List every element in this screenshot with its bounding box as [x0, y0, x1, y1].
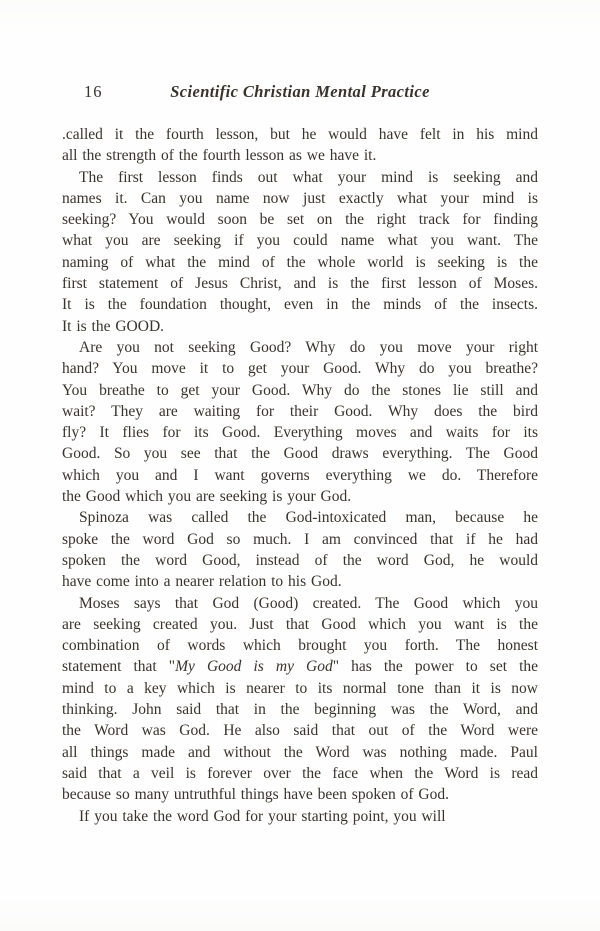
- italic-text: My Good is my God: [175, 658, 333, 676]
- text-line: [62, 635, 538, 656]
- body-text: which you and I want governs everything we do. Therefore: [62, 466, 538, 484]
- text-line: [62, 465, 538, 486]
- body-text: Good. So you see that the Good draws everything. The Good: [62, 445, 538, 463]
- text-line: [62, 230, 538, 251]
- body-text: If you take the word God for your starting point, you will: [79, 807, 446, 825]
- body-text: hand? You move it to get your Good. Why do you breathe?: [62, 360, 538, 378]
- paragraph: [62, 806, 538, 827]
- body-text: because so many untruthful things have been spoken of God.: [62, 786, 449, 804]
- text-line: [62, 124, 538, 145]
- body-text: spoke the word God so much. I am convinced that if he had: [62, 530, 538, 548]
- text-line: [62, 486, 538, 507]
- body-text: wait? They are waiting for their Good. Why does the bird: [62, 402, 538, 420]
- text-line: [62, 571, 538, 592]
- text-line: [62, 401, 538, 422]
- body-text: what you are seeking if you could name what you want. The: [62, 232, 538, 250]
- body-text: mind to a key which is nearer to its normal tone than it is now: [62, 679, 538, 697]
- text-line: [62, 550, 538, 571]
- text-line: [62, 507, 538, 528]
- body-text: Are you not seeking Good? Why do you move your right: [79, 338, 538, 356]
- body-text: " has the power to set the: [332, 658, 538, 676]
- body-text: It is the foundation thought, even in the minds of the insects.: [62, 296, 538, 314]
- text-line: [62, 763, 538, 784]
- text-line: [62, 145, 538, 166]
- body-text: the Good which you are seeking is your God.: [62, 488, 352, 506]
- body-text: the Word was God. He also said that out of the Word were: [62, 722, 538, 740]
- paragraph: [62, 167, 538, 337]
- body-text: You breathe to get your Good. Why do the stones lie still and: [62, 381, 538, 399]
- text-line: [62, 358, 538, 379]
- body-text: fly? It flies for its Good. Everything moves and waits for its: [62, 424, 538, 442]
- body-text: statement that ": [62, 658, 176, 676]
- text-line: [62, 252, 538, 273]
- text-line: [62, 316, 538, 337]
- body-text: first statement of Jesus Christ, and is the first lesson of Moses.: [62, 275, 538, 293]
- body-text: The first lesson finds out what your mind is seeking and: [79, 168, 538, 186]
- paragraph: [62, 507, 538, 592]
- paragraph: [62, 337, 538, 507]
- text-line: [62, 380, 538, 401]
- page-number: 16: [84, 82, 103, 101]
- text-line: [62, 209, 538, 230]
- text-line: [62, 337, 538, 358]
- body-text: Moses says that God (Good) created. The Good which you: [79, 594, 538, 612]
- text-line: [62, 614, 538, 635]
- text-block: [62, 124, 538, 827]
- body-text: all things made and without the Word was nothing made. Paul: [62, 743, 538, 761]
- text-line: [62, 699, 538, 720]
- body-text: all the strength of the fourth lesson as we have it.: [62, 147, 377, 165]
- body-text: thinking. John said that in the beginning was the Word, and: [62, 701, 538, 719]
- paragraph: [62, 124, 538, 167]
- text-line: [62, 422, 538, 443]
- paragraph: [62, 593, 538, 806]
- text-line: [62, 806, 538, 827]
- running-title: Scientific Christian Mental Practice: [170, 82, 430, 101]
- body-text: .called it the fourth lesson, but he would have felt in his mind: [62, 126, 538, 143]
- text-line: [62, 742, 538, 763]
- text-line: [62, 294, 538, 315]
- running-head: [62, 82, 538, 104]
- body-text: names it. Can you name now just exactly what your mind is: [62, 189, 538, 207]
- body-text: spoken the word Good, instead of the word God, he would: [62, 551, 538, 569]
- text-line: [62, 593, 538, 614]
- text-line: [62, 720, 538, 741]
- text-line: [62, 529, 538, 550]
- text-line: [62, 656, 538, 677]
- body-text: It is the GOOD.: [62, 317, 165, 335]
- text-line: [62, 443, 538, 464]
- text-line: [62, 678, 538, 699]
- body-text: naming of what the mind of the whole world is seeking is the: [62, 253, 538, 271]
- text-line: [62, 167, 538, 188]
- text-line: [62, 273, 538, 294]
- body-text: said that a veil is forever over the face when the Word is read: [62, 764, 538, 782]
- body-text: Spinoza was called the God-intoxicated man, because he: [79, 509, 538, 527]
- body-text: are seeking created you. Just that Good which you want is the: [62, 615, 538, 633]
- text-line: [62, 784, 538, 805]
- text-line: [62, 188, 538, 209]
- body-text: have come into a nearer relation to his God.: [62, 573, 342, 591]
- body-text: combination of words which brought you forth. The honest: [62, 637, 538, 655]
- body-text: seeking? You would soon be set on the right track for finding: [62, 211, 538, 229]
